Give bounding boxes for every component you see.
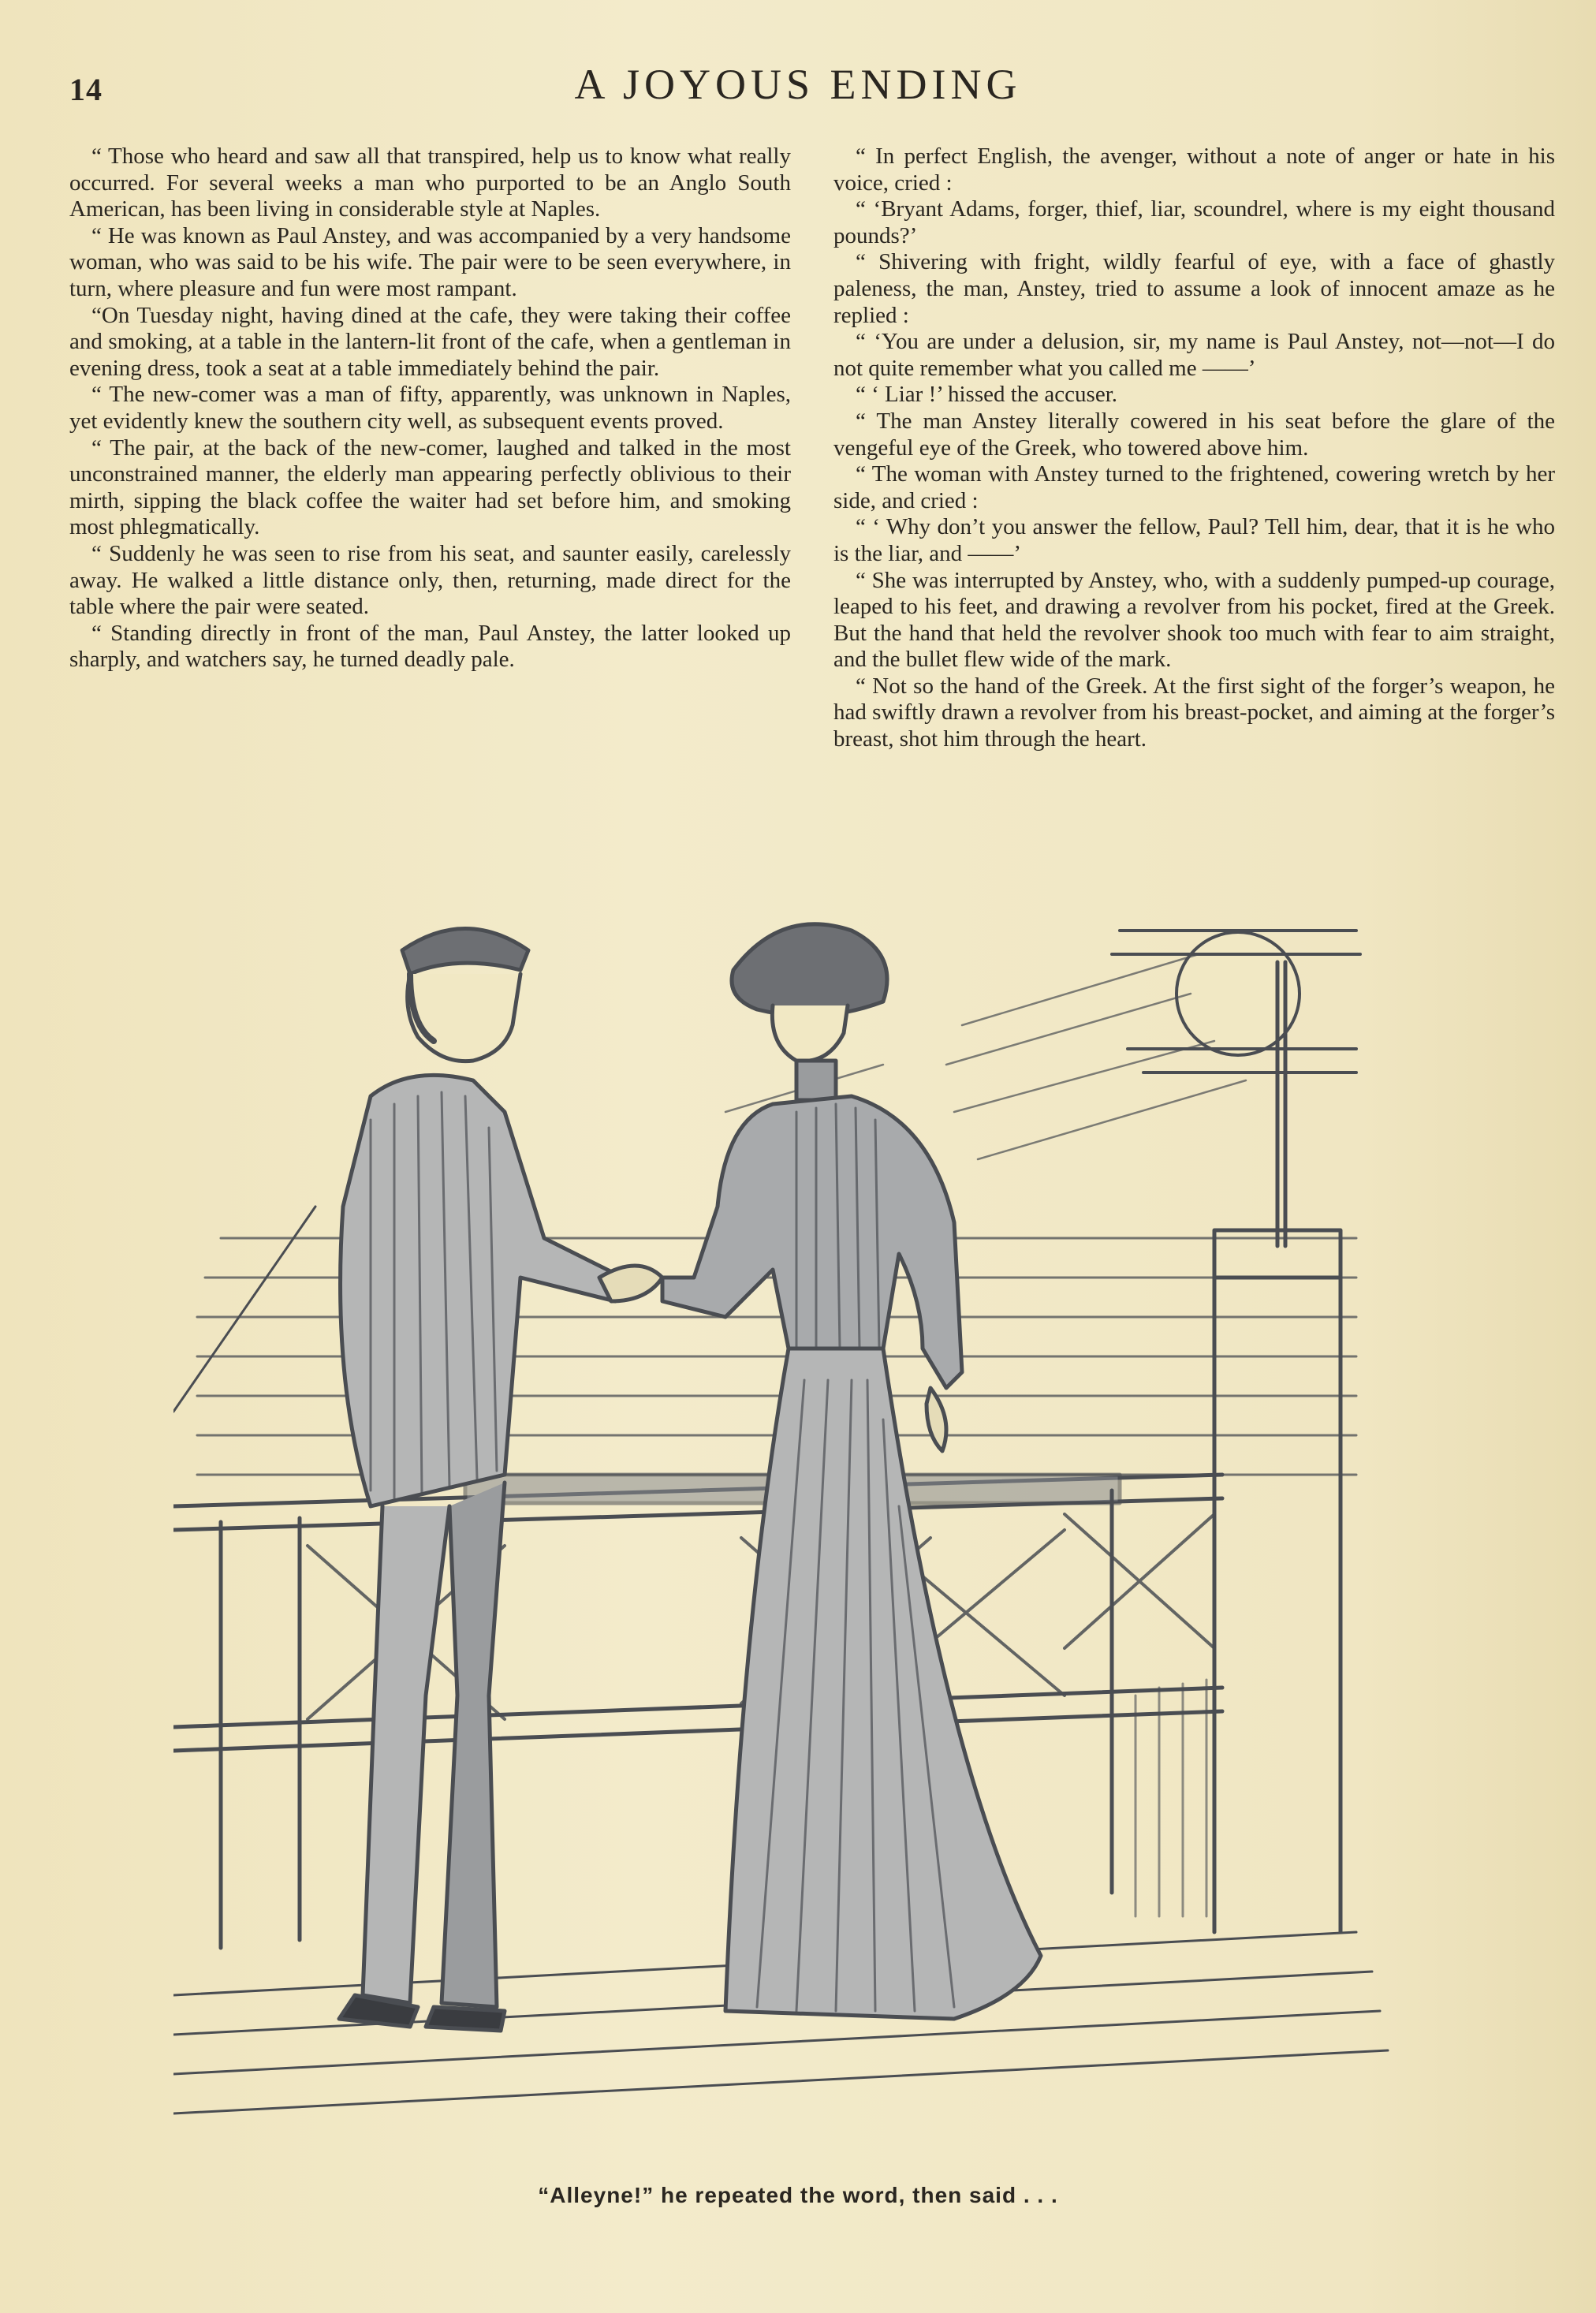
paragraph: “ ‘You are under a delusion, sir, my name is Paul Anstey, not—not—I do not quite remember what you called me ——’: [833, 329, 1555, 381]
paragraph: “ ‘ Liar !’ hissed the accuser.: [856, 382, 1117, 408]
paragraph: “ In perfect English, the avenger, without a note of anger or hate in his voice, cried :: [833, 144, 1555, 196]
paragraph: “ Shivering with fright, wildly fearful of eye, with a face of ghastly paleness, the man, Anstey, tried to assume a look of innocent amaze as he replied :: [833, 249, 1555, 328]
paragraph: “ The new-comer was a man of fifty, apparently, was unknown in Naples, yet evidently knew the southern city well, as subsequent events proved.: [69, 382, 791, 434]
paragraph: “ Standing directly in front of the man, Paul Anstey, the latter looked up sharply, and watchers say, he turned deadly pale.: [69, 620, 791, 673]
paragraph: “ Not so the hand of the Greek. At the first sight of the forger’s weapon, he had swiftly drawn a revolver from his breast-pocket, and aiming at the forger’s breast, shot him through the heart.: [833, 673, 1555, 752]
paragraph: “ Suddenly he was seen to rise from his seat, and saunter easily, carelessly away. He walked a little distance only, then, returning, made direct for the table where the pair were seated.: [69, 540, 791, 620]
illustration-caption: “Alleyne!” he repeated the word, then said . . .: [538, 2183, 1058, 2207]
engraving-illustration: [173, 907, 1443, 2137]
running-title: A JOYOUS ENDING: [574, 61, 1022, 108]
ship-rail: [173, 1475, 1222, 1948]
mast: [1214, 962, 1341, 1932]
paragraph: “ The woman with Anstey turned to the frightened, cowering wretch by her side, and cried :: [833, 461, 1555, 513]
left-column: [69, 144, 791, 869]
moon: [1112, 931, 1360, 1073]
paragraph: “ She was interrupted by Anstey, who, with a suddenly pumped-up courage, leaped to his feet, and drawing a revolver from his pocket, fired at the Greek. But the hand that held the revolver shook too much with fear to aim straight, and the bullet flew wide of the mark.: [833, 567, 1555, 673]
paragraph: “ The man Anstey literally cowered in his seat before the glare of the vengeful eye of the Greek, who towered above him.: [833, 408, 1555, 461]
paragraph: “On Tuesday night, having dined at the cafe, they were taking their coffee and smoking, at a table in the lantern-lit front of the cafe, when a gentleman in evening dress, took a seat at a table immediately behind the pair.: [69, 302, 791, 381]
paragraph: “ The pair, at the back of the new-comer, laughed and talked in the most unconstrained manner, the elderly man appearing perfectly oblivious to their mirth, sipping the black coffee the waiter had set before him, and smoking most phlegmatically.: [69, 435, 791, 540]
paragraph: “ Those who heard and saw all that transpired, help us to know what really occurred. For several weeks a man who purported to be an Anglo South American, has been living in considerable style at Naples.: [69, 144, 791, 222]
woman-figure: [662, 924, 1041, 2019]
paragraph: “ ‘Bryant Adams, forger, thief, liar, scoundrel, where is my eight thousand pounds?’: [833, 196, 1555, 248]
clasped-hands: [599, 1266, 662, 1301]
page-number: 14: [69, 72, 103, 107]
paragraph: “ ‘ Why don’t you answer the fellow, Paul? Tell him, dear, that it is he who is the liar, and ——’: [833, 514, 1555, 566]
text-columns: [69, 144, 1555, 869]
paragraph: “ He was known as Paul Anstey, and was accompanied by a very handsome woman, who was said to be his wife. The pair were to be seen everywhere, in turn, where pleasure and fun were most rampant.: [69, 222, 791, 301]
right-column: [833, 144, 1555, 869]
